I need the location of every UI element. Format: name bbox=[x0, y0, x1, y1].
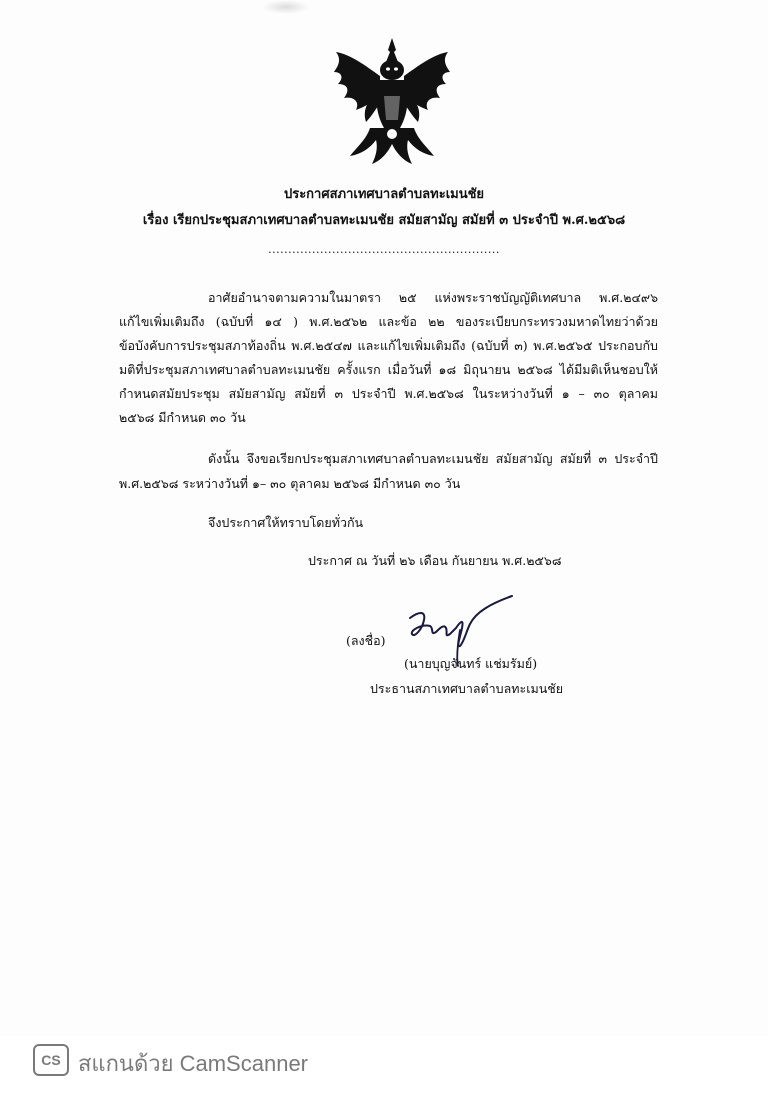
sign-label: (ลงชื่อ) bbox=[346, 633, 386, 648]
paragraph1-line3: ข้อบังคับการประชุมสภาท้องถิ่น พ.ศ.๒๕๔๗ และแก้ไขเพิ่มเติมถึง (ฉบับที่ ๓) พ.ศ.๒๕๖๕ ประกอบกับ bbox=[119, 338, 658, 353]
document-subject: เรื่อง เรียกประชุมสภาเทศบาลตำบลทะเมนชัย สมัยสามัญ สมัยที่ ๓ ประจำปี พ.ศ.๒๕๖๘ bbox=[142, 213, 626, 228]
camscanner-watermark: สแกนด้วย CamScanner bbox=[78, 1051, 309, 1076]
announce-date: ประกาศ ณ วันที่ ๒๖ เดือน กันยายน พ.ศ.๒๕๖๘ bbox=[308, 553, 562, 568]
signatory-name: (นายบุญจันทร์ แช่มรัมย์) bbox=[404, 656, 538, 671]
garuda-emblem-icon bbox=[326, 36, 458, 170]
paragraph2-line2: พ.ศ.๒๕๖๘ ระหว่างวันที่ ๑– ๓๐ ตุลาคม ๒๕๖๘ มีกำหนด ๓๐ วัน bbox=[119, 476, 461, 491]
paragraph1-line2: แก้ไขเพิ่มเติมถึง (ฉบับที่ ๑๔ ) พ.ศ.๒๕๖๒ และข้อ ๒๒ ของระเบียบกระทรวงมหาดไทยว่าด้วย bbox=[119, 314, 658, 329]
paragraph1-line1: อาศัยอำนาจตามความในมาตรา ๒๕ แห่งพระราชบัญญัติเทศบาล พ.ศ.๒๔๙๖ bbox=[208, 290, 658, 305]
paragraph2-line1: ดังนั้น จึงขอเรียกประชุมสภาเทศบาลตำบลทะเมนชัย สมัยสามัญ สมัยที่ ๓ ประจำปี bbox=[208, 451, 658, 466]
document-title: ประกาศสภาเทศบาลตำบลทะเมนชัย bbox=[283, 187, 485, 202]
paragraph1-line5: กำหนดสมัยประชุม สมัยสามัญ สมัยที่ ๓ ประจำปี พ.ศ.๒๕๖๘ ในระหว่างวันที่ ๑ – ๓๐ ตุลาคม bbox=[119, 386, 658, 401]
separator-dots: .......................................................... bbox=[268, 243, 500, 256]
camscanner-logo-icon: CS bbox=[33, 1044, 69, 1076]
proclamation-line: จึงประกาศให้ทราบโดยทั่วกัน bbox=[208, 515, 364, 530]
paragraph1-line4: มติที่ประชุมสภาเทศบาลตำบลทะเมนชัย ครั้งแรก เมื่อวันที่ ๑๘ มิถุนายน ๒๕๖๘ ได้มีมติเห็นชอบให้ bbox=[119, 362, 658, 377]
scan-smudge bbox=[262, 0, 310, 14]
paragraph1-line6: ๒๕๖๘ มีกำหนด ๓๐ วัน bbox=[119, 410, 246, 425]
signatory-position: ประธานสภาเทศบาลตำบลทะเมนชัย bbox=[370, 681, 564, 696]
